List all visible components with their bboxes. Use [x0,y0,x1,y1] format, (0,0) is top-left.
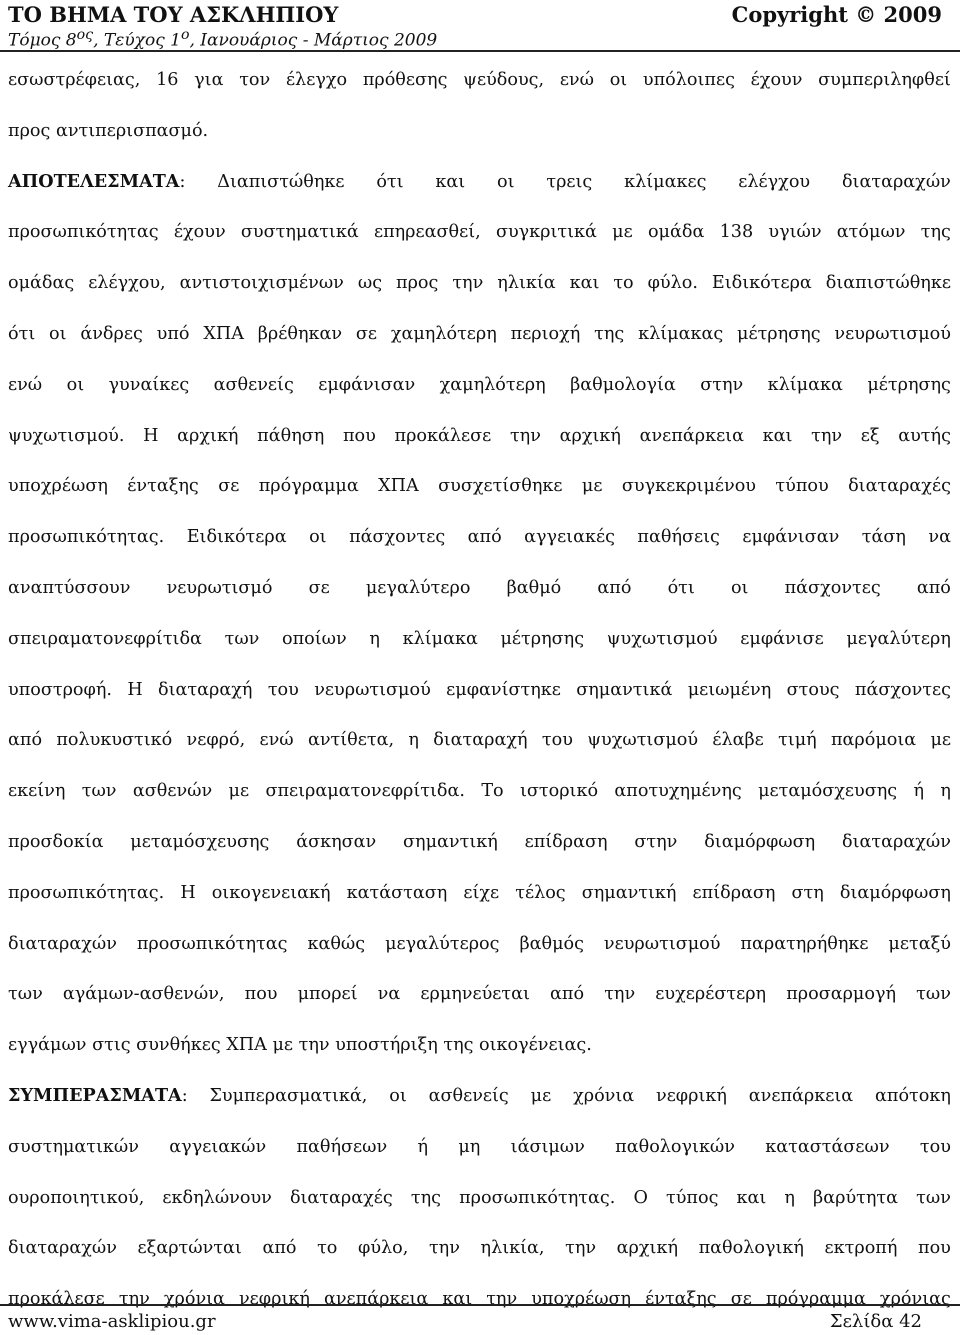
word: ψυχωτισμού [606,628,718,649]
word: στη [791,882,824,903]
word: εμφάνισε [740,628,824,649]
word: παθολογικών [615,1136,735,1157]
word: διαμόρφωση [704,831,816,852]
word: παρατηρήθηκε [740,933,869,954]
word: τύπος [665,1187,719,1208]
word: άνδρες [80,323,143,344]
word: καθώς [307,933,366,954]
word: προσαρμογή [786,984,897,1005]
copyright-notice: Copyright © 2009 [731,2,942,27]
word: με [612,222,633,243]
word: χρόνια [573,1085,635,1106]
word: προσωπικότητας. [8,527,165,548]
word: το [317,1238,338,1259]
word: σπειραματονεφρίτιδα. [265,781,465,802]
word: και [569,273,600,294]
word-group: ΣΥΜΠΕΡΑΣΜΑΤΑ: [8,1084,188,1106]
word: ένταξης [127,476,199,497]
word: αγάμων-ασθενών, [62,984,225,1005]
text-line [8,1122,951,1173]
word: ασθενών [132,781,213,802]
word: σε [730,1289,752,1310]
word: την [452,273,484,294]
word: μπορεί [297,984,358,1005]
word: από [916,577,951,598]
word: ΧΠΑ [203,323,244,344]
word: του [541,730,573,751]
word: ενώ [8,374,43,395]
page-number: Σελίδα 42 [829,1311,922,1332]
word: των [224,628,260,649]
word: αυτής [898,425,951,446]
word: υποχρέωση [531,1289,632,1310]
word: ερμηνεύεται [420,984,530,1005]
word: καταστάσεων [765,1136,890,1157]
word: ψυχωτισμού. [8,425,125,446]
word: και [435,171,466,192]
word: ουροποιητικού, [8,1187,145,1208]
word: μεταμόσχευσης [130,831,270,852]
text-line [8,715,951,766]
word: αρχική [177,425,239,446]
word: αγγειακές [524,527,615,548]
word: την [486,1289,518,1310]
word: κλίμακες [624,171,707,192]
word: αντίθετα, [307,730,395,751]
word: εμφανίστηκε [446,679,561,700]
word: μεγαλύτερο [365,577,471,598]
word: των [81,781,117,802]
word: προσδοκία [8,831,104,852]
word: των [8,984,43,1005]
word: εκτροπή [824,1238,898,1259]
word: με [530,1085,552,1106]
word: διαταραχές [848,476,951,497]
word: ότι [376,171,404,192]
word: διαμόρφωση [839,882,951,903]
word: ατόμων [836,222,906,243]
word: εκείνη [8,781,66,802]
word: της [410,1187,442,1208]
text-line [8,817,951,868]
word: στην [634,831,678,852]
word: έχουν [173,222,226,243]
word: τέλος [515,882,566,903]
word: βαρύτητα [813,1187,899,1208]
word: εξ [860,425,880,446]
word: την [428,1238,460,1259]
word: Η [180,882,196,903]
text-line [8,106,951,157]
word: νεφρική [656,1085,727,1106]
word: Η [127,679,143,700]
word: άσκησαν [296,831,377,852]
word: διαταραχών [8,933,117,954]
text-line [8,157,951,208]
text-line [8,512,951,563]
word: προκάλεσε [394,425,492,446]
word: να [377,984,401,1005]
word: που [918,1238,951,1259]
word: των [916,1187,951,1208]
text-line [8,1020,951,1071]
word: πρόγραμμα [258,476,359,497]
word: και [736,1187,767,1208]
word: την [811,425,843,446]
word: περιοχή [510,323,581,344]
word: εσωστρέφειας, [8,70,141,90]
word: αρχική [559,425,621,446]
word: που [342,425,376,446]
text-line [8,969,951,1020]
word: Η [143,425,159,446]
word: βαθμό [506,577,562,598]
word: αναπτύσσουν [8,577,131,598]
word: στην [700,374,744,395]
word: νευρωτισμό [166,577,273,598]
word: τύπου [775,476,829,497]
word: η [408,730,419,751]
word: παθολογική [698,1238,804,1259]
word: οικογενειακή [211,882,331,903]
word: την [604,984,636,1005]
word: Ο [633,1187,648,1208]
word: την [565,1238,597,1259]
word: 16 [156,70,179,90]
word: ιστορικό [519,781,599,802]
word: κατάσταση [346,882,448,903]
word: της [594,323,625,344]
word: η [784,1187,795,1208]
word: μέτρησης [737,323,821,344]
word: διαταραχών [842,831,951,852]
word: ως [357,273,383,294]
word: χαμηλότερη [390,323,497,344]
word: νευρωτισμού [314,679,431,700]
text-line [8,563,951,614]
word: ασθενείς [213,374,294,395]
word: επίδραση [524,831,608,852]
word: κλίμακα [402,628,478,649]
word: οι [730,577,749,598]
text-line [8,766,951,817]
word: Διαπιστώθηκε [217,171,345,192]
word: ανεπάρκεια [323,1289,429,1310]
word: βαθμολογία [570,374,676,395]
word: η [369,628,380,649]
word: γυναίκες [108,374,190,395]
word: πρόγραμμα [765,1289,866,1310]
word: πάσχοντες [349,527,446,548]
word: προκάλεσε [8,1289,105,1310]
text-line [8,868,951,919]
word: με [581,476,603,497]
word: με [228,781,250,802]
text-line [8,1071,951,1122]
section-label: ΣΥΜΠΕΡΑΣΜΑΤΑ [8,1084,182,1106]
word: βαθμός [519,933,584,954]
word: η [940,781,951,802]
word: οι [609,70,628,90]
word: υποχρέωση [8,476,108,497]
word: ιάσιμων [510,1136,585,1157]
word: ή [417,1136,429,1157]
footer-url[interactable]: www.vima-asklipiou.gr [8,1311,216,1332]
word: ομάδα [647,222,705,243]
word: διαταραχές [289,1187,393,1208]
word: μεγαλύτερος [385,933,500,954]
text-line [8,258,951,309]
word: πάθηση [257,425,325,446]
word: Συμπερασματικά, [209,1085,368,1106]
word: υπό [156,323,190,344]
word: σε [218,476,240,497]
word: από [550,984,585,1005]
word: εξαρτώνται [137,1238,242,1259]
word-group: ΑΠΟΤΕΛΕΣΜΑΤΑ: [8,170,186,192]
word: ή [913,781,925,802]
word: σημαντική [403,831,498,852]
word: σε [308,577,330,598]
word: ευχερέστερη [655,984,767,1005]
word: υποστροφή. [8,679,112,700]
word: ΧΠΑ [378,476,419,497]
word: απότοκη [875,1085,951,1106]
text-line [8,309,951,360]
text-line [8,1223,951,1274]
word: νευρωτισμού [603,933,721,954]
word: ανεπάρκεια [639,425,744,446]
word: τρεις [546,171,593,192]
word: διαταραχή [158,679,253,700]
word: και [442,1289,473,1310]
word: αντιστοιχισμένων [179,273,344,294]
word: που [244,984,278,1005]
word: με [930,730,951,751]
issue-info: Τόμος $8^{o\varsigma}$, Τεύχος $1^o$, Ιανουάριος - Μάρτιος 2009 [8,27,438,51]
word: οι [49,323,67,344]
word: συστηματικά [240,222,359,243]
word: επίδραση [692,882,776,903]
line-text: προς αντιπερισπασμό. [8,120,209,141]
word: χρόνια [163,1289,225,1310]
word: εκδηλώνουν [162,1187,272,1208]
word: οι [389,1085,407,1106]
word: διαταραχή [433,730,528,751]
word: επηρεασθεί, [373,222,481,243]
word: του [919,1136,951,1157]
word: να [928,527,951,548]
word: νεφρό, [186,730,246,751]
word: συγκριτικά [495,222,597,243]
word: συγκεκριμένου [621,476,756,497]
word: στους [786,679,840,700]
text-line [8,1173,951,1224]
word: ψυχωτισμού [587,730,699,751]
word: αρχική [616,1238,678,1259]
word: πάσχοντες [854,679,951,700]
text-line [8,919,951,970]
word: νευρωτισμού [834,323,951,344]
word: διαταραχών [841,171,951,192]
word: πολυκυστικό [56,730,173,751]
word: σε [355,323,377,344]
word: ενώ [559,70,594,90]
word: για [194,70,224,90]
word: παθήσεις [637,527,720,548]
word: ασθενείς [428,1085,509,1106]
word: χαμηλότερη [439,374,546,395]
word: φύλο. [647,273,698,294]
word: των [916,984,951,1005]
word: κλίμακας [638,323,724,344]
line-text: εγγάμων στις συνθήκες ΧΠΑ με την υποστήριξη της οικογένειας. [8,1035,592,1056]
word: παθήσεων [296,1136,388,1157]
word: έλαβε [712,730,764,751]
word: ομάδας [8,273,75,294]
word: ψεύδους, [463,70,545,90]
word: έλεγχο [285,70,348,90]
section-label: ΑΠΟΤΕΛΕΣΜΑΤΑ [8,170,180,192]
word: Ειδικότερα [711,273,812,294]
word: τον [239,70,271,90]
word: μέτρησης [500,628,585,649]
word: 138 [719,222,754,243]
word: συσχετίσθηκε [438,476,563,497]
word: αποτυχημένης [614,781,742,802]
word: την [509,425,541,446]
word: ελέγχου, [88,273,166,294]
text-line [8,207,951,258]
word: παρόμοια [830,730,917,751]
word: ελέγχου [738,171,811,192]
word: έχουν [750,70,803,90]
word: προσωπικότητας. [459,1187,616,1208]
word: συμπεριληφθεί [818,70,951,90]
word: προσωπικότητας [8,222,159,243]
word: πάσχοντες [784,577,881,598]
word: νεφρική [238,1289,310,1310]
word: μεταξύ [888,933,951,954]
word: μη [458,1136,481,1157]
word: από [8,730,43,751]
word: της [920,222,951,243]
word: σημαντική [581,882,677,903]
word: διαπιστώθηκε [825,273,951,294]
word: οι [309,527,327,548]
header-divider [0,50,960,52]
word: οι [497,171,515,192]
word: και [762,425,793,446]
word: διαταραχών [8,1238,117,1259]
word: χρόνιας [879,1289,951,1310]
word: πρόθεσης [362,70,448,90]
word: φύλο, [358,1238,409,1259]
word: μέτρησης [867,374,951,395]
word: από [467,527,502,548]
footer-divider [0,1304,960,1306]
text-line [8,360,951,411]
text-line [8,411,951,462]
word: συστηματικών [8,1136,139,1157]
text-line [8,461,951,512]
word: κλίμακα [767,374,843,395]
word: μεγαλύτερη [846,628,951,649]
word: ανεπάρκεια [748,1085,854,1106]
word: υγιών [768,222,822,243]
word: οποίων [282,628,347,649]
word: μειωμένη [687,679,772,700]
word: τάση [861,527,906,548]
word: μεταμόσχευσης [758,781,898,802]
text-line [8,665,951,716]
word: την [118,1289,150,1310]
article-body [8,55,951,1325]
word: από [262,1238,297,1259]
word: προσωπικότητας [136,933,288,954]
word: ενώ [259,730,294,751]
word: είχε [463,882,500,903]
text-line [8,614,951,665]
word: το [613,273,634,294]
word: σημαντικά [576,679,673,700]
word: εμφάνισαν [742,527,840,548]
word: ότι [667,577,695,598]
word: Το [481,781,504,802]
word: Ειδικότερα [186,527,287,548]
word: ηλικία, [480,1238,545,1259]
word: αγγειακών [169,1136,267,1157]
word: προσωπικότητας. [8,882,165,903]
word: οι [66,374,85,395]
word: υπόλοιπες [642,70,735,90]
word: ένταξης [645,1289,717,1310]
word: εμφάνισαν [318,374,416,395]
word: σπειραματονεφρίτιδα [8,628,202,649]
word: του [267,679,299,700]
word: τιμή [778,730,817,751]
word: από [597,577,632,598]
word: ηλικία [497,273,556,294]
text-line [8,55,951,106]
word: βρέθηκαν [257,323,343,344]
journal-title: ΤΟ ΒΗΜΑ ΤΟΥ ΑΣΚΛΗΠΙΟΥ [8,2,339,27]
word: προς [396,273,439,294]
word: ότι [8,323,36,344]
